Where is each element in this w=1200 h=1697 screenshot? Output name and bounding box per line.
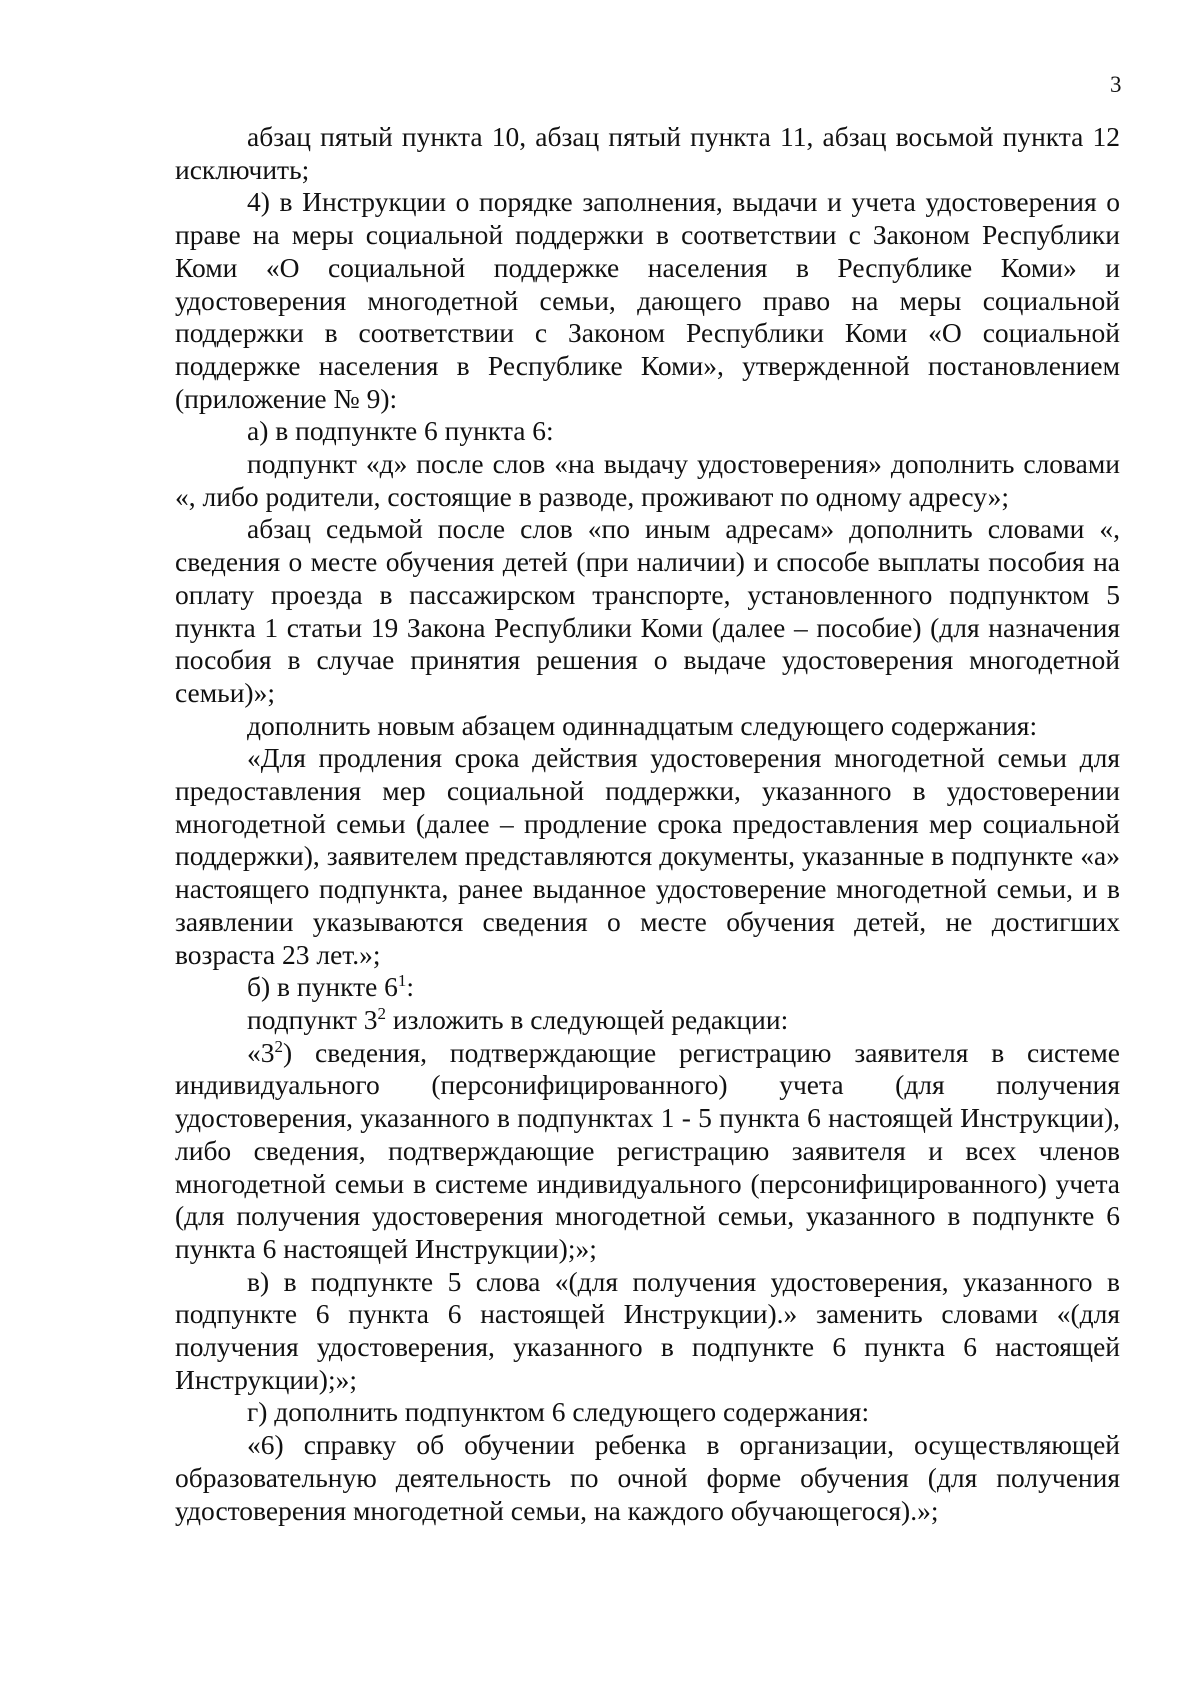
paragraph-subpoint-3-2 — [175, 1004, 1120, 1037]
paragraph: абзац седьмой после слов «по иным адресам» дополнить словами «, сведения о месте обучения детей (при наличии) и способе выплаты пособия на оплату проезда в пассажирском транспорте, установленного подпунктом 5 пункта 1 статьи 19 Закона Республики Коми (далее – пособие) (для назначения пособия в случае принятия решения о выдаче удостоверения многодетной семьи)»; — [175, 513, 1120, 708]
paragraph: подпункт «д» после слов «на выдачу удостоверения» дополнить словами «, либо родители, состоящие в разводе, проживают по одному адресу»; — [175, 448, 1120, 512]
paragraph: а) в подпункте 6 пункта 6: — [247, 415, 554, 447]
paragraph: в) в подпункте 5 слова «(для получения удостоверения, указанного в подпункте 6 пункта 6 настоящей Инструкции).» заменить словами «(для получения удостоверения, указанного в подпункте 6 пункта 6 настоящей Инструкции);»; — [175, 1265, 1120, 1395]
paragraph: дополнить новым абзацем одиннадцатым следующего содержания: — [247, 709, 1038, 741]
quote-body: ) сведения, подтверждающие регистрацию заявителя в системе индивидуального (персонифицированного) учета (для получения удостоверения, указанного в подпунктах 1 - 5 пункта 6 настоящей Инструкции), либо сведения, подтверждающие регистрацию заявителя и всех членов многодетной семьи в системе индивидуального (персонифицированного) учета (для получения удостоверения многодетной семьи, указанного в подпункте 6 пункта 6 настоящей Инструкции);»; — [175, 1036, 1120, 1264]
subpoint-text: подпункт 3 — [247, 1003, 378, 1035]
document-body — [175, 121, 1120, 1527]
page-number: 3 — [1110, 72, 1122, 97]
paragraph: «6) справку об обучении ребенка в организации, осуществляющей образовательную деятельность по очной форме обучения (для получения удостоверения многодетной семьи, на каждого обучающегося).»; — [175, 1429, 1120, 1526]
superscript: 2 — [274, 1036, 283, 1056]
paragraph: 4) в Инструкции о порядке заполнения, выдачи и учета удостоверения о праве на меры социальной поддержки в соответствии с Законом Республики Коми «О социальной поддержке населения в Республике Коми» и удостоверения многодетной семьи, дающего право на меры социальной поддержки в соответствии с Законом Республики Коми «О социальной поддержке населения в Республике Коми», утвержденной постановлением (приложение № 9): — [175, 186, 1120, 414]
paragraph-3-2-text — [175, 1037, 1120, 1266]
paragraph: г) дополнить подпунктом 6 следующего содержания: — [247, 1396, 870, 1428]
paragraph: «Для продления срока действия удостоверения многодетной семьи для предоставления мер социальной поддержки, указанного в удостоверении многодетной семьи (далее – продление срока предоставления мер социальной поддержки), заявителем представляются документы, указанные в подпункте «а» настоящего подпункта, ранее выданное удостоверение многодетной семьи, и в заявлении указываются сведения о месте обучения детей, не достигших возраста 23 лет.»; — [175, 742, 1120, 970]
quote-open: «3 — [247, 1036, 275, 1068]
paragraph-b-tail: : — [406, 971, 415, 1003]
superscript: 1 — [397, 971, 407, 991]
paragraph-b-text: б) в пункте 6 — [247, 971, 398, 1003]
paragraph: абзац пятый пункта 10, абзац пятый пункта 11, абзац восьмой пункта 12 исключить; — [175, 121, 1120, 185]
paragraph-b — [175, 971, 1120, 1004]
superscript: 2 — [377, 1003, 386, 1023]
subpoint-tail: изложить в следующей редакции: — [386, 1003, 789, 1035]
